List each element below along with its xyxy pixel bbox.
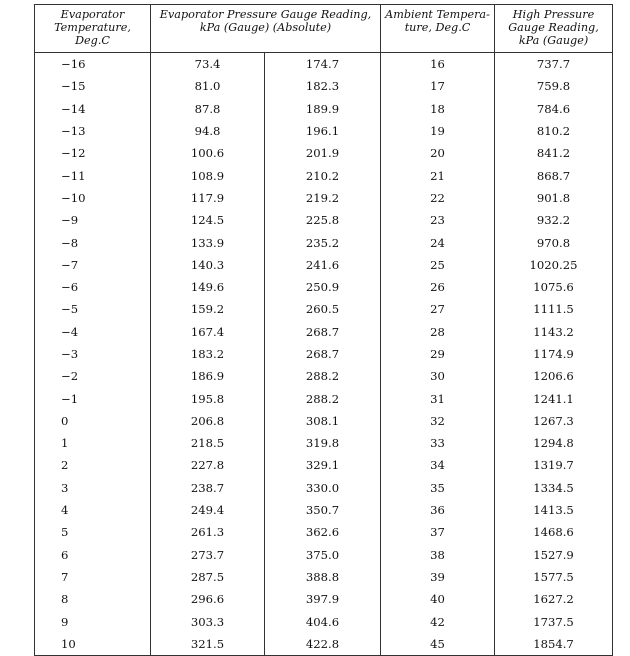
high-pressure-cell: 1319.7 bbox=[495, 454, 613, 476]
high-pressure-cell: 1527.9 bbox=[495, 544, 613, 566]
absolute-pressure-cell: 196.1 bbox=[265, 120, 381, 142]
ambient-temperature-cell: 37 bbox=[381, 521, 495, 543]
evaporator-temperature-cell: −8 bbox=[35, 231, 151, 253]
gauge-pressure-cell: 167.4 bbox=[151, 321, 265, 343]
high-pressure-cell: 759.8 bbox=[495, 75, 613, 97]
high-pressure-cell: 1334.5 bbox=[495, 477, 613, 499]
absolute-pressure-cell: 422.8 bbox=[265, 633, 381, 656]
ambient-temperature-cell: 42 bbox=[381, 610, 495, 632]
ambient-temperature-cell: 36 bbox=[381, 499, 495, 521]
ambient-temperature-cell: 33 bbox=[381, 432, 495, 454]
gauge-pressure-cell: 206.8 bbox=[151, 410, 265, 432]
gauge-pressure-cell: 73.4 bbox=[151, 53, 265, 76]
evaporator-temperature-cell: −5 bbox=[35, 298, 151, 320]
high-pressure-cell: 1075.6 bbox=[495, 276, 613, 298]
table-row bbox=[35, 588, 613, 610]
gauge-pressure-cell: 321.5 bbox=[151, 633, 265, 656]
absolute-pressure-cell: 235.2 bbox=[265, 231, 381, 253]
ambient-temperature-cell: 16 bbox=[381, 53, 495, 76]
table-row bbox=[35, 343, 613, 365]
ambient-temperature-cell: 34 bbox=[381, 454, 495, 476]
high-pressure-cell: 1241.1 bbox=[495, 387, 613, 409]
table-row bbox=[35, 276, 613, 298]
absolute-pressure-cell: 241.6 bbox=[265, 254, 381, 276]
evaporator-temperature-cell: −9 bbox=[35, 209, 151, 231]
evaporator-temperature-cell: −1 bbox=[35, 387, 151, 409]
table-row bbox=[35, 164, 613, 186]
gauge-pressure-cell: 124.5 bbox=[151, 209, 265, 231]
table-row bbox=[35, 521, 613, 543]
header-evaporator-temperature: Evaporator Temperature, Deg.C bbox=[35, 5, 151, 53]
high-pressure-cell: 841.2 bbox=[495, 142, 613, 164]
table-row bbox=[35, 142, 613, 164]
header-row bbox=[35, 5, 613, 53]
ambient-temperature-cell: 27 bbox=[381, 298, 495, 320]
high-pressure-cell: 1854.7 bbox=[495, 633, 613, 656]
absolute-pressure-cell: 210.2 bbox=[265, 164, 381, 186]
table-row bbox=[35, 410, 613, 432]
evaporator-temperature-cell: −16 bbox=[35, 53, 151, 76]
high-pressure-cell: 784.6 bbox=[495, 98, 613, 120]
evaporator-temperature-cell: −4 bbox=[35, 321, 151, 343]
gauge-pressure-cell: 287.5 bbox=[151, 566, 265, 588]
high-pressure-cell: 1111.5 bbox=[495, 298, 613, 320]
absolute-pressure-cell: 174.7 bbox=[265, 53, 381, 76]
absolute-pressure-cell: 219.2 bbox=[265, 187, 381, 209]
absolute-pressure-cell: 189.9 bbox=[265, 98, 381, 120]
ambient-temperature-cell: 17 bbox=[381, 75, 495, 97]
absolute-pressure-cell: 319.8 bbox=[265, 432, 381, 454]
high-pressure-cell: 1294.8 bbox=[495, 432, 613, 454]
absolute-pressure-cell: 388.8 bbox=[265, 566, 381, 588]
ambient-temperature-cell: 35 bbox=[381, 477, 495, 499]
gauge-pressure-cell: 238.7 bbox=[151, 477, 265, 499]
absolute-pressure-cell: 375.0 bbox=[265, 544, 381, 566]
ambient-temperature-cell: 20 bbox=[381, 142, 495, 164]
evaporator-temperature-cell: −11 bbox=[35, 164, 151, 186]
gauge-pressure-cell: 140.3 bbox=[151, 254, 265, 276]
ambient-temperature-cell: 31 bbox=[381, 387, 495, 409]
absolute-pressure-cell: 288.2 bbox=[265, 387, 381, 409]
evaporator-temperature-cell: −2 bbox=[35, 365, 151, 387]
header-high-pressure: High Pressure Gauge Reading, kPa (Gauge) bbox=[495, 5, 613, 53]
high-pressure-cell: 970.8 bbox=[495, 231, 613, 253]
gauge-pressure-cell: 159.2 bbox=[151, 298, 265, 320]
absolute-pressure-cell: 329.1 bbox=[265, 454, 381, 476]
gauge-pressure-cell: 87.8 bbox=[151, 98, 265, 120]
gauge-pressure-cell: 81.0 bbox=[151, 75, 265, 97]
high-pressure-cell: 932.2 bbox=[495, 209, 613, 231]
gauge-pressure-cell: 149.6 bbox=[151, 276, 265, 298]
table-row bbox=[35, 454, 613, 476]
evaporator-temperature-cell: 7 bbox=[35, 566, 151, 588]
ambient-temperature-cell: 30 bbox=[381, 365, 495, 387]
evaporator-temperature-cell: −3 bbox=[35, 343, 151, 365]
ambient-temperature-cell: 39 bbox=[381, 566, 495, 588]
table-row bbox=[35, 75, 613, 97]
table-row bbox=[35, 321, 613, 343]
high-pressure-cell: 901.8 bbox=[495, 187, 613, 209]
ambient-temperature-cell: 29 bbox=[381, 343, 495, 365]
evaporator-temperature-cell: −7 bbox=[35, 254, 151, 276]
absolute-pressure-cell: 288.2 bbox=[265, 365, 381, 387]
evaporator-temperature-cell: −13 bbox=[35, 120, 151, 142]
evaporator-temperature-cell: 3 bbox=[35, 477, 151, 499]
absolute-pressure-cell: 250.9 bbox=[265, 276, 381, 298]
evaporator-temperature-cell: −14 bbox=[35, 98, 151, 120]
gauge-pressure-cell: 296.6 bbox=[151, 588, 265, 610]
table-row bbox=[35, 365, 613, 387]
gauge-pressure-cell: 218.5 bbox=[151, 432, 265, 454]
table-row bbox=[35, 610, 613, 632]
ambient-temperature-cell: 25 bbox=[381, 254, 495, 276]
ambient-temperature-cell: 24 bbox=[381, 231, 495, 253]
gauge-pressure-cell: 100.6 bbox=[151, 142, 265, 164]
high-pressure-cell: 1143.2 bbox=[495, 321, 613, 343]
high-pressure-cell: 737.7 bbox=[495, 53, 613, 76]
high-pressure-cell: 1577.5 bbox=[495, 566, 613, 588]
gauge-pressure-cell: 195.8 bbox=[151, 387, 265, 409]
high-pressure-cell: 1413.5 bbox=[495, 499, 613, 521]
ambient-temperature-cell: 45 bbox=[381, 633, 495, 656]
table-row bbox=[35, 633, 613, 656]
table-row bbox=[35, 477, 613, 499]
table-row bbox=[35, 298, 613, 320]
table-row bbox=[35, 499, 613, 521]
ambient-temperature-cell: 38 bbox=[381, 544, 495, 566]
evaporator-temperature-cell: 4 bbox=[35, 499, 151, 521]
table-row bbox=[35, 566, 613, 588]
gauge-pressure-cell: 303.3 bbox=[151, 610, 265, 632]
high-pressure-cell: 1020.25 bbox=[495, 254, 613, 276]
ambient-temperature-cell: 26 bbox=[381, 276, 495, 298]
evaporator-temperature-cell: 10 bbox=[35, 633, 151, 656]
evaporator-temperature-cell: 5 bbox=[35, 521, 151, 543]
absolute-pressure-cell: 260.5 bbox=[265, 298, 381, 320]
table-row bbox=[35, 53, 613, 76]
gauge-pressure-cell: 261.3 bbox=[151, 521, 265, 543]
high-pressure-cell: 1267.3 bbox=[495, 410, 613, 432]
high-pressure-cell: 1206.6 bbox=[495, 365, 613, 387]
gauge-pressure-cell: 273.7 bbox=[151, 544, 265, 566]
pressure-temperature-table bbox=[34, 4, 613, 656]
table-row bbox=[35, 432, 613, 454]
high-pressure-cell: 1468.6 bbox=[495, 521, 613, 543]
ambient-temperature-cell: 40 bbox=[381, 588, 495, 610]
gauge-pressure-cell: 94.8 bbox=[151, 120, 265, 142]
table-row bbox=[35, 254, 613, 276]
evaporator-temperature-cell: 8 bbox=[35, 588, 151, 610]
absolute-pressure-cell: 330.0 bbox=[265, 477, 381, 499]
gauge-pressure-cell: 186.9 bbox=[151, 365, 265, 387]
ambient-temperature-cell: 28 bbox=[381, 321, 495, 343]
high-pressure-cell: 1627.2 bbox=[495, 588, 613, 610]
ambient-temperature-cell: 23 bbox=[381, 209, 495, 231]
header-evaporator-pressure: Evaporator Pressure Gauge Reading, kPa (Gauge) (Absolute) bbox=[151, 5, 381, 53]
evaporator-temperature-cell: 0 bbox=[35, 410, 151, 432]
gauge-pressure-cell: 249.4 bbox=[151, 499, 265, 521]
table-row bbox=[35, 209, 613, 231]
ambient-temperature-cell: 21 bbox=[381, 164, 495, 186]
evaporator-temperature-cell: 6 bbox=[35, 544, 151, 566]
header-ambient-temperature: Ambient Tempera-ture, Deg.C bbox=[381, 5, 495, 53]
gauge-pressure-cell: 133.9 bbox=[151, 231, 265, 253]
absolute-pressure-cell: 268.7 bbox=[265, 321, 381, 343]
gauge-pressure-cell: 183.2 bbox=[151, 343, 265, 365]
table-row bbox=[35, 231, 613, 253]
ambient-temperature-cell: 18 bbox=[381, 98, 495, 120]
table-row bbox=[35, 98, 613, 120]
evaporator-temperature-cell: −10 bbox=[35, 187, 151, 209]
evaporator-temperature-cell: −12 bbox=[35, 142, 151, 164]
ambient-temperature-cell: 22 bbox=[381, 187, 495, 209]
evaporator-temperature-cell: 9 bbox=[35, 610, 151, 632]
absolute-pressure-cell: 404.6 bbox=[265, 610, 381, 632]
high-pressure-cell: 868.7 bbox=[495, 164, 613, 186]
absolute-pressure-cell: 397.9 bbox=[265, 588, 381, 610]
evaporator-temperature-cell: 1 bbox=[35, 432, 151, 454]
gauge-pressure-cell: 108.9 bbox=[151, 164, 265, 186]
high-pressure-cell: 810.2 bbox=[495, 120, 613, 142]
absolute-pressure-cell: 268.7 bbox=[265, 343, 381, 365]
table-row bbox=[35, 120, 613, 142]
table-row bbox=[35, 387, 613, 409]
ambient-temperature-cell: 19 bbox=[381, 120, 495, 142]
absolute-pressure-cell: 362.6 bbox=[265, 521, 381, 543]
gauge-pressure-cell: 117.9 bbox=[151, 187, 265, 209]
ambient-temperature-cell: 32 bbox=[381, 410, 495, 432]
evaporator-temperature-cell: 2 bbox=[35, 454, 151, 476]
absolute-pressure-cell: 201.9 bbox=[265, 142, 381, 164]
table-body bbox=[35, 53, 613, 656]
gauge-pressure-cell: 227.8 bbox=[151, 454, 265, 476]
table-row bbox=[35, 187, 613, 209]
absolute-pressure-cell: 182.3 bbox=[265, 75, 381, 97]
high-pressure-cell: 1174.9 bbox=[495, 343, 613, 365]
evaporator-temperature-cell: −6 bbox=[35, 276, 151, 298]
high-pressure-cell: 1737.5 bbox=[495, 610, 613, 632]
table-row bbox=[35, 544, 613, 566]
absolute-pressure-cell: 308.1 bbox=[265, 410, 381, 432]
absolute-pressure-cell: 350.7 bbox=[265, 499, 381, 521]
absolute-pressure-cell: 225.8 bbox=[265, 209, 381, 231]
evaporator-temperature-cell: −15 bbox=[35, 75, 151, 97]
